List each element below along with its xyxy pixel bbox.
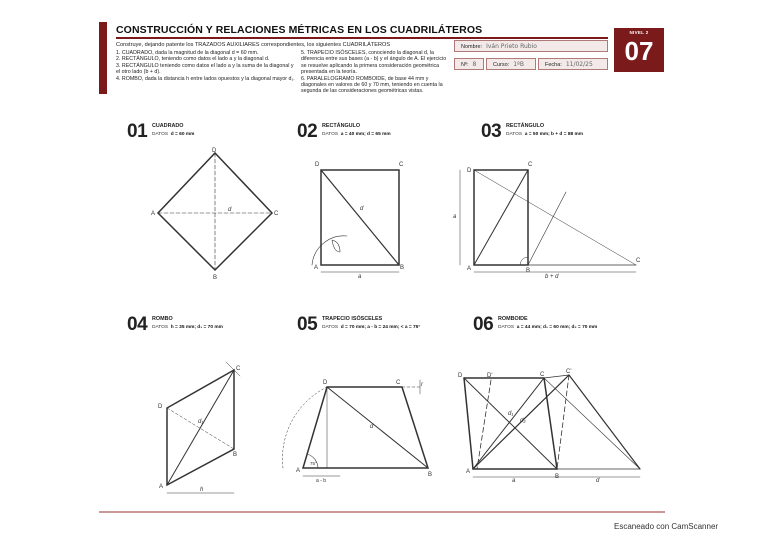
p1-label-C: C: [274, 211, 279, 217]
p3-label-C2: C: [636, 258, 641, 264]
problem-4-data-value: h = 35 mm; d₁ = 70 mm: [170, 325, 223, 330]
footer-line: [99, 511, 665, 513]
problem-6-data-value: a = 44 mm; d₁ = 60 mm; d₂ = 70 mm: [516, 325, 598, 330]
p2-label-A: A: [314, 265, 319, 271]
p1-label-D: D: [212, 148, 217, 154]
problem-1-title: CUADRADO: [152, 123, 184, 129]
problem-5-data-value: d = 70 mm; a - b = 24 mm; < a = 75°: [340, 325, 421, 330]
problem-5-data-label: DATOS: [322, 325, 339, 330]
p3-label-bd: b + d: [545, 274, 559, 280]
sheet-number: 07: [624, 36, 654, 66]
intro-text: Construye, dejando patente los TRAZADOS AUXILIARES correspondientes, los siguientes CUADRILÁTEROS: [116, 42, 391, 48]
problem-4-data-label: DATOS: [152, 325, 169, 330]
problem-6-title: ROMBOIDE: [498, 316, 528, 322]
problem-6-number: 06: [473, 314, 494, 335]
p5-label-d: d: [370, 424, 374, 430]
p2-label-d: d: [360, 206, 364, 212]
problem-3-number: 03: [481, 121, 502, 142]
number-value: 8: [472, 61, 477, 68]
problem-2-data-value: a = 40 mm; d = 65 mm: [340, 132, 391, 137]
p2-label-D: D: [315, 162, 320, 168]
rhomboid-diagonal-2: [473, 378, 544, 469]
drawing-6-rhomboid: [464, 375, 640, 477]
rectangle-3-aux-line: [474, 170, 636, 265]
level-label: NIVEL 2: [629, 30, 649, 35]
rhomboid-left-side: [464, 378, 473, 469]
rhomboid-top-ext: [544, 375, 569, 378]
date-label: Fecha:: [545, 62, 562, 68]
problem-4-title: ROMBO: [152, 316, 173, 322]
p6-label-C: C: [540, 372, 545, 378]
date-value: 11/02/25: [565, 61, 593, 68]
instruction-6: 6. PARALELOGRAMO ROMBOIDE, de base 44 mm y diagonales en valores de 60 y 70 mm, teniendo en cuenta la segunda de las consideraciones geométricas vistas.: [301, 75, 443, 95]
problem-3-title: RECTÁNGULO: [506, 123, 545, 129]
p2-label-C: C: [399, 162, 404, 168]
problem-4-number: 04: [127, 314, 148, 335]
p4-label-B: B: [233, 452, 238, 458]
p5-label-A: A: [296, 468, 301, 474]
p6-label-d1: d₁: [508, 411, 514, 417]
drawing-4-rhombus: [167, 362, 240, 493]
p3-label-a: a: [453, 214, 457, 220]
instruction-4: 4. ROMBO, dada la distancia h entre lados opuestos y la diagonal mayor d₁.: [116, 75, 295, 82]
trapezoid-outline: [303, 387, 428, 468]
rectangle-2-arc: [312, 236, 347, 265]
p5-label-ab: a - b: [316, 478, 327, 484]
instruction-5: 5. TRAPECIO ISÓSCELES, conociendo la diagonal d, la diferencia entre sus bases (a - b) y el ángulo de A. El ejercicio se resuelve aplicando la primera consideración geométrica presentada en la teoría.: [301, 50, 447, 76]
p6-label-d: d: [596, 478, 600, 484]
problem-1-data-value: d = 60 mm: [170, 132, 195, 137]
p3-label-A: A: [467, 266, 472, 272]
problem-2-data-label: DATOS: [322, 132, 339, 137]
p4-label-A: A: [159, 484, 164, 490]
p5-label-angle: 75°: [310, 461, 317, 466]
p6-label-D2: D': [487, 373, 493, 379]
rectangle-2-diagonal: [321, 170, 399, 265]
problem-3-data-label: DATOS: [506, 132, 523, 137]
p2-label-a: a: [358, 274, 362, 280]
problem-6-data-label: DATOS: [498, 325, 515, 330]
trapezoid-diagonal: [327, 387, 428, 468]
p4-label-C: C: [236, 366, 241, 372]
p5-label-D: D: [323, 380, 328, 386]
name-value: Iván Prieto Rubio: [486, 43, 537, 50]
trapezoid-arc: [282, 387, 327, 468]
drawing-3-rectangle: [460, 170, 636, 272]
p4-label-D: D: [158, 404, 163, 410]
rhomboid-right-side: [544, 378, 557, 469]
problem-5-number: 05: [297, 314, 318, 335]
p6-label-D: D: [458, 373, 463, 379]
rhomboid-right-aux: [569, 375, 640, 469]
p5-label-r: r: [421, 382, 423, 388]
p4-label-h: h: [200, 487, 204, 493]
p4-label-d1: d₁: [198, 419, 204, 425]
rhomboid-dashed-2: [557, 375, 569, 469]
p1-label-B: B: [213, 275, 218, 281]
course-value: 1ºB: [513, 61, 524, 68]
rhomboid-hidden: [473, 375, 640, 469]
rectangle-2-angle-mark: [332, 240, 340, 252]
instruction-1: 1. CUADRADO, dada la magnitud de la diagonal d = 60 mm.: [116, 50, 259, 56]
instruction-3: 3. RECTÁNGULO teniendo como datos el lado a y la suma de la diagonal y el otro lado (b + d).: [116, 62, 294, 76]
scanner-watermark: Escaneado con CamScanner: [614, 522, 719, 531]
problem-3-data-value: a = 50 mm; b + d = 88 mm: [524, 132, 584, 137]
problem-1-number: 01: [127, 121, 148, 142]
p6-label-B: B: [555, 474, 560, 480]
rhombus-aux-line: [167, 408, 234, 449]
p1-label-d: d: [228, 207, 232, 213]
problem-2-number: 02: [297, 121, 318, 142]
p5-label-C: C: [396, 380, 401, 386]
course-label: Curso:: [493, 62, 510, 68]
drawing-1-square: [158, 153, 272, 270]
rectangle-3-bisector: [528, 192, 566, 265]
p6-label-C2: C': [566, 369, 572, 375]
instruction-2: 2. RECTÁNGULO, teniendo como datos el lado a y la diagonal d.: [116, 56, 270, 63]
problem-5-title: TRAPECIO ISÓSCELES: [322, 316, 383, 322]
rectangle-3-diagonal: [474, 170, 528, 265]
p6-label-a: a: [512, 478, 516, 484]
problem-2-title: RECTÁNGULO: [322, 123, 361, 129]
rhomboid-diagonal-3: [464, 378, 557, 469]
drawing-2-rectangle: [312, 170, 399, 272]
name-label: Nombre:: [461, 44, 483, 50]
page-title: CONSTRUCCIÓN Y RELACIONES MÉTRICAS EN LOS CUADRILÁTEROS: [116, 24, 483, 36]
p1-label-A: A: [151, 211, 156, 217]
p5-label-B: B: [428, 472, 433, 478]
drawing-5-trapezoid: [282, 380, 428, 476]
problem-1-data-label: DATOS: [152, 132, 169, 137]
p3-label-C: C: [528, 162, 533, 168]
p3-label-D: D: [467, 168, 472, 174]
p6-label-d2: d₂: [520, 418, 526, 424]
p2-label-B: B: [400, 265, 405, 271]
rectangle-3-arc: [520, 257, 528, 265]
p6-label-A: A: [466, 469, 471, 475]
p3-label-B: B: [526, 268, 531, 274]
number-label: Nº:: [461, 62, 469, 68]
